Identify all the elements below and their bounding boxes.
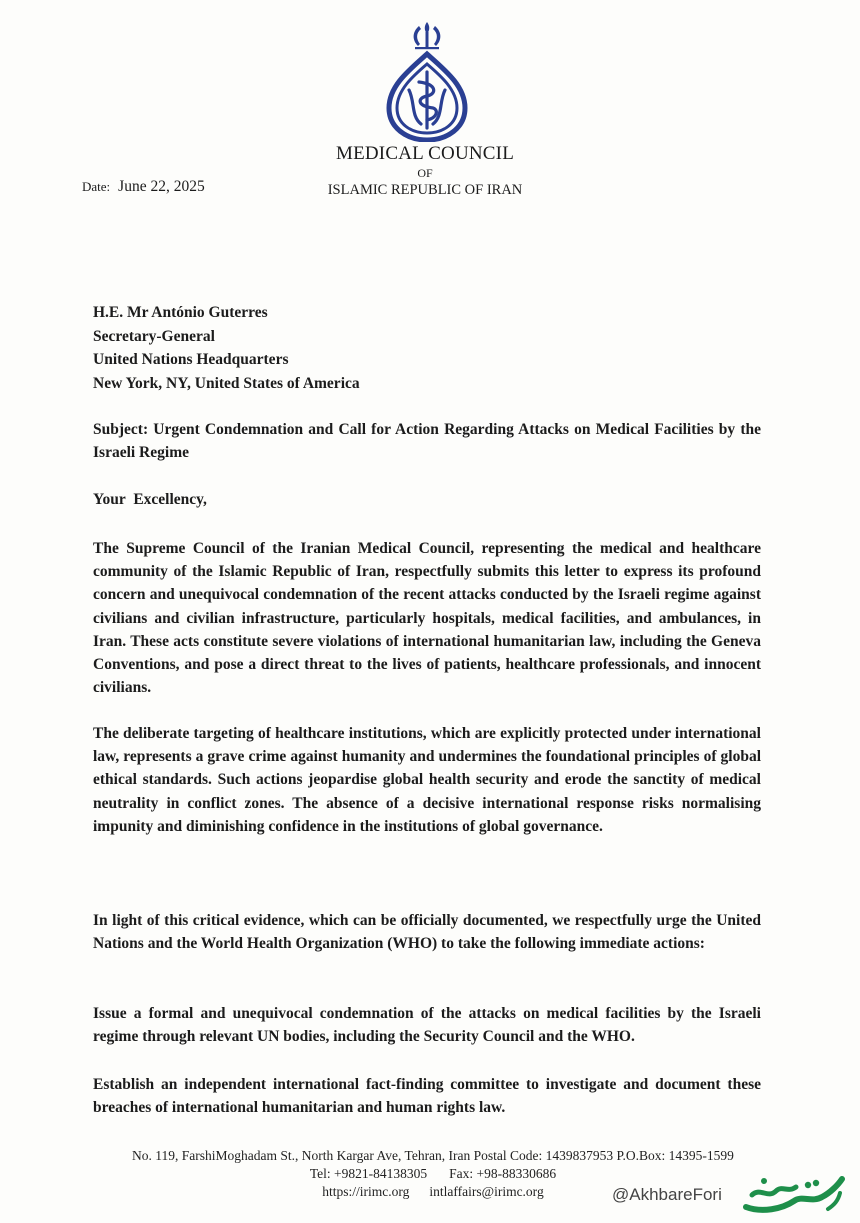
footer-tel: Tel: +9821-84138305	[309, 1166, 428, 1181]
paragraph: Issue a formal and unequivocal condemnation of the attacks on medical facilities by the Israeli regime through relevant UN bodies, including the Security Council and the WHO.	[93, 1005, 761, 1046]
recipient-line: H.E. Mr António Guterres	[93, 304, 268, 321]
footer-fax: Fax: +98-88330686	[449, 1166, 557, 1181]
recipient-line: New York, NY, United States of America	[93, 374, 360, 392]
news-brand-logo-icon	[742, 1173, 846, 1217]
date-value: June 22, 2025	[118, 178, 205, 195]
salutation: Your Excellency,	[93, 491, 207, 508]
subject-line: Subject: Urgent Condemnation and Call for Action Regarding Attacks on Medical Facilities by the Israeli Regime	[93, 421, 761, 462]
org-country: ISLAMIC REPUBLIC OF IRAN	[327, 182, 523, 198]
date-row	[82, 178, 205, 196]
org-name: MEDICAL COUNCIL	[335, 143, 515, 164]
caduceus-icon	[409, 72, 445, 128]
watermark	[612, 1173, 852, 1217]
org-of: OF	[417, 166, 433, 180]
footer-email-link[interactable]: intlaffairs@irimc.org	[429, 1184, 544, 1199]
watermark-handle: @AkhbareFori	[612, 1185, 722, 1204]
medical-council-logo	[381, 20, 473, 142]
paragraph: Establish an independent international fact-finding committee to investigate and document these breaches of international humanitarian and human rights law.	[93, 1076, 761, 1117]
paragraph: The deliberate targeting of healthcare institutions, which are explicitly protected under international law, represents a grave crime against humanity and undermines the foundational principles of global ethical standards. Such actions jeopardise global health security and erode the sanctity of medical neutrality in conflict zones. The absence of a decisive international response risks normalising impunity and diminishing confidence in the institutions of global governance.	[93, 725, 761, 835]
paragraph: In light of this critical evidence, which can be officially documented, we respectfully urge the United Nations and the World Health Organization (WHO) to take the following immediate actions:	[93, 912, 761, 953]
emblem-icon	[414, 22, 441, 49]
recipient-line: Secretary-General	[93, 327, 215, 345]
footer-address: No. 119, FarshiMoghadam St., North Kargar Ave, Tehran, Iran Postal Code: 1439837953 P.O.Box: 14395-1599	[132, 1148, 734, 1163]
paragraph: The Supreme Council of the Iranian Medical Council, representing the medical and healthcare community of the Islamic Republic of Iran, respectfully submits this letter to express its profound concern and unequivocal condemnation of the recent attacks conducted by the Israeli regime against civilians and civilian infrastructure, particularly hospitals, medical facilities, and ambulances, in Iran. These acts constitute severe violations of international humanitarian law, including the Geneva Conventions, and pose a direct threat to the lives of patients, healthcare professionals, and innocent civilians.	[93, 540, 761, 697]
recipient-block	[93, 301, 761, 395]
recipient-line: United Nations Headquarters	[93, 351, 289, 369]
footer-website-link[interactable]: https://irimc.org	[322, 1184, 410, 1199]
date-label: Date:	[82, 179, 111, 194]
